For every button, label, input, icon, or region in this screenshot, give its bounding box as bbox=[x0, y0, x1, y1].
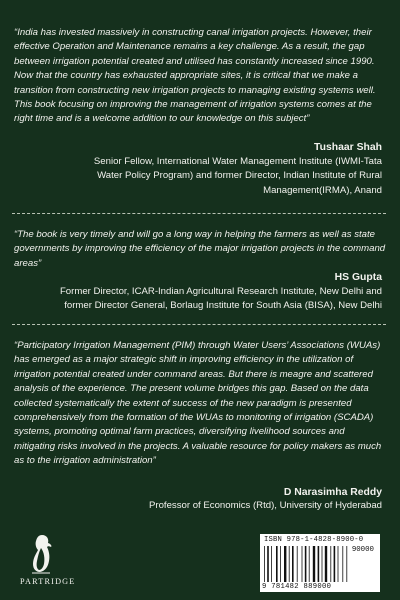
endorser-name-2: HS Gupta bbox=[334, 272, 382, 283]
endorser-affiliation-1 bbox=[94, 155, 382, 198]
price-code: 90000 bbox=[351, 546, 374, 554]
penguin-silhouette-icon bbox=[30, 534, 52, 574]
affiliation-line: Senior Fellow, International Water Management Institute (IWMI-Tata bbox=[93, 156, 382, 167]
endorser-name-3: D Narasimha Reddy bbox=[283, 487, 382, 498]
section-divider bbox=[12, 213, 386, 214]
endorsement-quote-1: “India has invested massively in constructing canal irrigation projects. However, their effective Operation and Maintenance remains a key challenge. As a result, the gap between irrigation potential created and utilised has constantly increased since 1990. Now that the country has exhausted appropriate sites, it is critical that we make a transition from constructing new irrigation projects to managing existing systems well. This book focusing on improving the management of irrigation systems comes at the right time and is a welcome addition to our knowledge on this subject” bbox=[14, 27, 376, 125]
affiliation-line: Former Director, ICAR-Indian Agricultural Research Institute, New Delhi and bbox=[59, 286, 382, 297]
endorsement-quote-3: “Participatory Irrigation Management (PIM) through Water Users’ Associations (WUAs) has emerged as a major strategic shift in improving efficiency in the utilization of irrigation potential created under command areas. But there is meagre and scattered analysis of the experience. The present volume bridges this gap. Based on the data collected systematically the extent of success of the new paradigm is presented comprehensively from the formation of the WUAs to monitoring of irrigation (SCADA) systems, promoting optimal farm practices, diversifying livelihood sources and mitigating risks involved in the projects. A valuable resource for policy makers as much as to the irrigation administration” bbox=[14, 340, 382, 467]
affiliation-line: Professor of Economics (Rtd), University of Hyderabad bbox=[149, 500, 382, 511]
affiliation-line: former Director General, Borlaug Institute for South Asia (BISA), New Delhi bbox=[64, 300, 382, 312]
barcode-digits: 9 781482 889000 bbox=[262, 583, 332, 591]
endorser-affiliation-3 bbox=[149, 499, 382, 513]
isbn-barcode bbox=[260, 534, 380, 592]
endorser-affiliation-2 bbox=[60, 285, 382, 314]
endorsement-quote-2: “The book is very timely and will go a long way in helping the farmers as well as state governments by improving the efficiency of the major irrigation projects in the command areas” bbox=[14, 229, 386, 269]
endorser-name-1: Tushaar Shah bbox=[314, 142, 382, 153]
barcode-bars bbox=[264, 546, 348, 582]
publisher-name: PARTRIDGE bbox=[20, 577, 76, 586]
section-divider bbox=[12, 324, 386, 325]
isbn-text: ISBN 978-1-4828-8900-0 bbox=[264, 536, 364, 544]
affiliation-line: Management(IRMA), Anand bbox=[263, 184, 382, 196]
affiliation-line: Water Policy Program) and former Director, Indian Institute of Rural bbox=[97, 170, 382, 182]
